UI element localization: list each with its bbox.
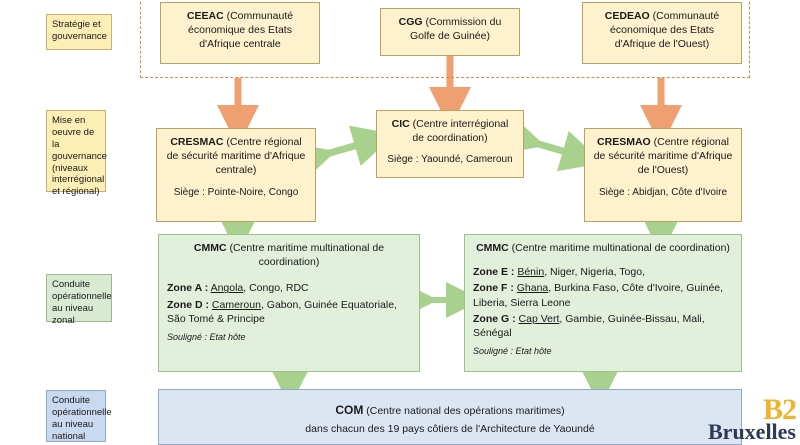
node-cmmc-ouest-expansion: (Centre maritime multinational de coordination) bbox=[511, 242, 730, 254]
node-cgg-acronym: CGG bbox=[398, 16, 423, 28]
cmmc-centre-zone-a-label: Zone A : bbox=[167, 282, 209, 295]
cmmc-ouest-zone-f-rest: , Burkina Faso, Côte d'Ivoire, Guinée, Liberia, Sierra Leone bbox=[473, 282, 724, 309]
node-cedeao-acronym: CEDEAO bbox=[604, 10, 650, 22]
node-cresmao-acronym: CRESMAO bbox=[597, 136, 651, 148]
cmmc-centre-zone-a bbox=[167, 281, 411, 295]
cmmc-ouest-note: Souligné : Etat hôte bbox=[473, 346, 552, 357]
node-cmmc-centre[interactable] bbox=[158, 234, 420, 372]
legend-implementation bbox=[46, 110, 107, 198]
cmmc-centre-zone-a-rest: , Congo, RDC bbox=[243, 282, 309, 295]
cmmc-ouest-zone-e-host: Bénin bbox=[517, 266, 545, 279]
legend-strategy-label: Stratégie et gouvernance bbox=[52, 19, 107, 42]
node-cresmao-siege: Siège : Abidjan, Côte d'Ivoire bbox=[598, 186, 728, 198]
cmmc-centre-zone-d-label: Zone D : bbox=[167, 298, 209, 311]
node-cedeao[interactable] bbox=[582, 2, 742, 64]
legend-operational-national-label: Conduite opérationnelle au niveau national bbox=[52, 395, 112, 442]
node-com[interactable] bbox=[158, 389, 742, 445]
watermark bbox=[708, 395, 796, 443]
cmmc-ouest-zone-e bbox=[473, 265, 733, 279]
cmmc-ouest-zone-f-label: Zone F : bbox=[473, 282, 514, 295]
node-cresmao[interactable] bbox=[584, 128, 742, 222]
watermark-b2: B2 bbox=[762, 393, 796, 426]
node-cmmc-centre-expansion: (Centre maritime multinational de coordination) bbox=[229, 242, 385, 269]
legend-operational-zonal bbox=[46, 274, 112, 326]
cmmc-ouest-zone-f bbox=[473, 281, 733, 309]
node-cmmc-ouest-acronym: CMMC bbox=[476, 242, 509, 254]
node-cresmac-expansion: (Centre régional de sécurité maritime d'Afrique centrale) bbox=[166, 136, 306, 177]
node-cgg[interactable] bbox=[380, 8, 520, 56]
node-com-acronym: COM bbox=[335, 403, 364, 417]
node-cmmc-centre-acronym: CMMC bbox=[193, 242, 227, 254]
cmmc-centre-zone-a-host: Angola bbox=[210, 282, 244, 295]
node-com-subtitle: dans chacun des 19 pays côtiers de l'Architecture de Yaoundé bbox=[305, 423, 595, 436]
node-cic-acronym: CIC bbox=[391, 118, 410, 130]
node-com-expansion: (Centre national des opérations maritimes) bbox=[366, 405, 565, 417]
node-cresmao-expansion: (Centre régional de sécurité maritime d'Afrique de l'Ouest) bbox=[593, 136, 733, 177]
cmmc-ouest-zone-g bbox=[473, 312, 733, 340]
node-cresmac[interactable] bbox=[156, 128, 316, 222]
cmmc-centre-note: Souligné : Etat hôte bbox=[167, 331, 246, 342]
node-ceeac[interactable] bbox=[160, 2, 320, 64]
node-cedeao-expansion: (Communauté économique des Etats d'Afrique de l'Ouest) bbox=[610, 10, 720, 51]
node-ceeac-expansion: (Communauté économique des Etats d'Afrique centrale bbox=[188, 10, 294, 51]
cmmc-ouest-zone-g-label: Zone G : bbox=[473, 312, 516, 325]
cmmc-ouest-zone-g-host: Cap Vert bbox=[518, 312, 560, 325]
node-cgg-expansion: (Commission du Golfe de Guinée) bbox=[410, 16, 502, 43]
cmmc-ouest-zone-e-label: Zone E : bbox=[473, 266, 515, 279]
cmmc-ouest-zone-g-rest: , Gambie, Guinée-Bissau, Mali, Sénégal bbox=[473, 312, 705, 339]
legend-implementation-label: Mise en oeuvre de la gouvernance (niveaux interrégional et régional) bbox=[52, 115, 107, 198]
cmmc-centre-zone-d bbox=[167, 298, 411, 326]
node-cmmc-ouest[interactable] bbox=[464, 234, 742, 372]
node-cic-expansion: (Centre interrégional de coordination) bbox=[412, 118, 509, 145]
cmmc-ouest-zone-e-rest: , Niger, Nigeria, Togo, bbox=[544, 266, 645, 279]
node-cic[interactable] bbox=[376, 110, 524, 178]
cmmc-ouest-zone-f-host: Ghana bbox=[516, 282, 549, 295]
legend-operational-national bbox=[46, 390, 112, 442]
node-cresmac-acronym: CRESMAC bbox=[170, 136, 224, 148]
legend-operational-zonal-label: Conduite opérationnelle au niveau zonal bbox=[52, 279, 112, 326]
watermark-bruxelles: Bruxelles bbox=[708, 419, 796, 444]
node-cresmac-siege: Siège : Pointe-Noire, Congo bbox=[173, 186, 299, 198]
node-cic-siege: Siège : Yaoundé, Cameroun bbox=[387, 154, 513, 166]
legend-strategy bbox=[46, 14, 112, 50]
node-ceeac-acronym: CEEAC bbox=[186, 10, 224, 22]
cmmc-centre-zone-d-host: Cameroun bbox=[211, 298, 261, 311]
cmmc-centre-zone-d-rest: , Gabon, Guinée Equatoriale, São Tomé & Principe bbox=[167, 298, 397, 325]
